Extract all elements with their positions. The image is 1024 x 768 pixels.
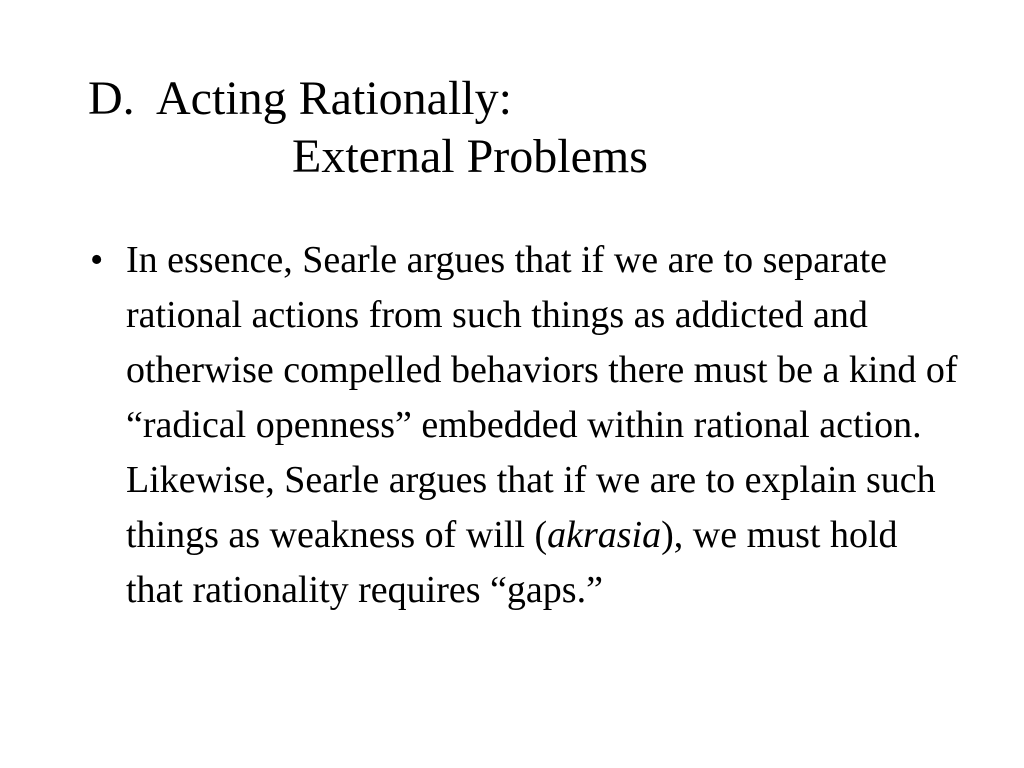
slide-title xyxy=(88,70,968,186)
bullet-text-part-1: In essence, Searle argues that if we are to separate rational actions from such things as addicted and otherwise compelled behaviors there must be a kind of “radical openness” embedded within rational action. Likewise, Searle argues that if we are to explain such things as weakness of will ( xyxy=(126,239,958,556)
title-line-2: External Problems xyxy=(292,130,648,183)
bullet-text-italic-term: akrasia xyxy=(547,514,662,556)
bullet-item xyxy=(88,233,958,618)
bullet-dot-icon: • xyxy=(90,239,104,281)
bullet-list xyxy=(88,233,958,618)
bullet-text xyxy=(126,239,958,611)
bullet-text-part-2: ), we must hold that rationality requires “gaps.” xyxy=(126,514,898,611)
title-line-1: D. Acting Rationally: xyxy=(88,72,512,125)
